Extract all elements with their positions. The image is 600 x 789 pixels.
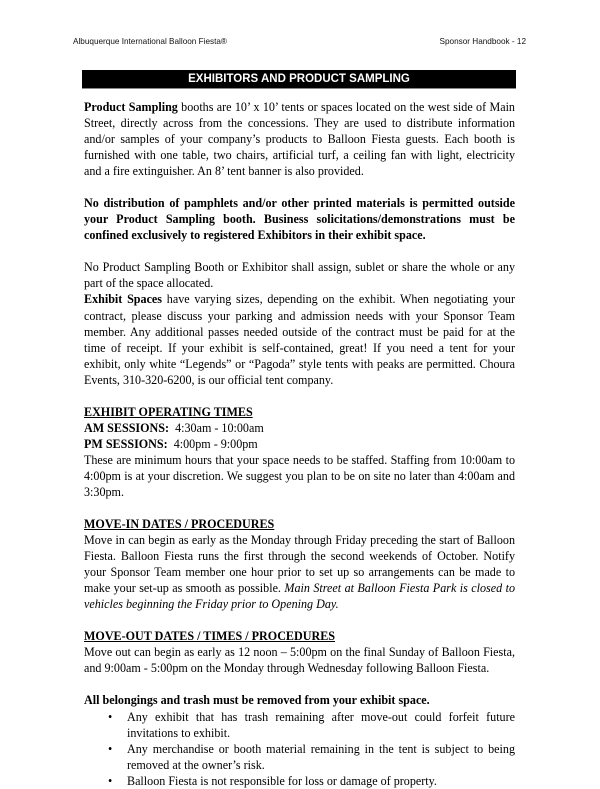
document-body [84,99,515,789]
am-sessions-value: 4:30am - 10:00am [169,420,264,435]
exhibit-spaces-lead: Exhibit Spaces [84,292,163,307]
exhibit-spaces-paragraph [84,291,515,387]
am-sessions-line [84,420,515,436]
removal-heading: All belongings and trash must be removed from your exhibit space. [84,693,430,708]
operating-times-heading: EXHIBIT OPERATING TIMES [84,404,253,419]
product-sampling-lead: Product Sampling [84,100,178,114]
distribution-notice: No distribution of pamphlets and/or other printed materials is permitted outside your Product Sampling booth. Business solicitations/demonstrations must be confined exclusively to registered Exhibitors in their exhibit space. [84,196,515,243]
header-left-text: Albuquerque International Balloon Fiesta® [73,37,227,46]
move-in-heading: MOVE-IN DATES / PROCEDURES [84,517,275,532]
pm-sessions-value: 4:00pm - 9:00pm [167,436,258,451]
exhibit-spaces-text: have varying sizes, depending on the exhibit. When negotiating your contract, please discuss your parking and admission needs with your Sponsor Team member. Any additional passes needed outside of the contract must be paid for at the time of receipt. If your exhibit is self-contained, great! If you need a tent for your exhibit, only white “Legends” or “Pagoda” style tents with peaks are permitted. Choura Events, 310-320-6200, is our official tent company. [84,292,515,387]
product-sampling-paragraph [84,99,515,179]
move-in-paragraph [84,532,515,612]
product-sampling-text: booths are 10’ x 10’ tents or spaces located on the west side of Main Street, directly across from the concessions. They are used to distribute information and/or samples of your company’s products to Balloon Fiesta guests. Each booth is furnished with one table, two chairs, artificial turf, a ceiling fan with light, electricity and a fire extinguisher. An 8’ tent banner is also provided. [84,100,515,179]
header-page-number: Sponsor Handbook - 12 [439,37,526,46]
move-out-heading: MOVE-OUT DATES / TIMES / PROCEDURES [84,629,335,644]
move-in-text: Move in can begin as early as the Monday through Friday preceding the start of Balloon Fiesta. Balloon Fiesta runs the first through the second weekends of October. Notify your Sponsor Team member one hour prior to set up so arrangements can be made to make your set-up as smooth as possible. [84,533,515,596]
bullet-item: • Balloon Fiesta is not responsible for loss or damage of property. [114,773,515,789]
section-title-bar [82,70,516,88]
bullet-item: • Any merchandise or booth material remaining in the tent is subject to being removed at the owner’s risk. [114,741,515,773]
move-out-paragraph: Move out can begin as early as 12 noon – 5:00pm on the final Sunday of Balloon Fiesta, and 9:00am - 5:00pm on the Monday through Wednesday following Balloon Fiesta. [84,645,515,676]
bullet-item: • Any exhibit that has trash remaining after move-out could forfeit future invitations to exhibit. [114,709,515,741]
operating-times-note: These are minimum hours that your space needs to be staffed. Staffing from 10:00am to 4:00pm is at your discretion. We suggest you plan to be on site no later than 4:00am and 3:30pm. [84,452,515,499]
move-in-italic-note: Main Street at Balloon Fiesta Park is closed to vehicles beginning the Friday prior to Opening Day. [84,581,515,612]
am-sessions-label: AM SESSIONS: [84,420,170,435]
page-header [73,37,526,46]
no-sublet-paragraph: No Product Sampling Booth or Exhibitor shall assign, sublet or share the whole or any part of the space allocated. [84,260,515,291]
section-title: EXHIBITORS AND PRODUCT SAMPLING [188,73,410,85]
pm-sessions-line [84,436,515,452]
removal-bullet-list [84,709,515,789]
pm-sessions-label: PM SESSIONS: [84,436,168,451]
